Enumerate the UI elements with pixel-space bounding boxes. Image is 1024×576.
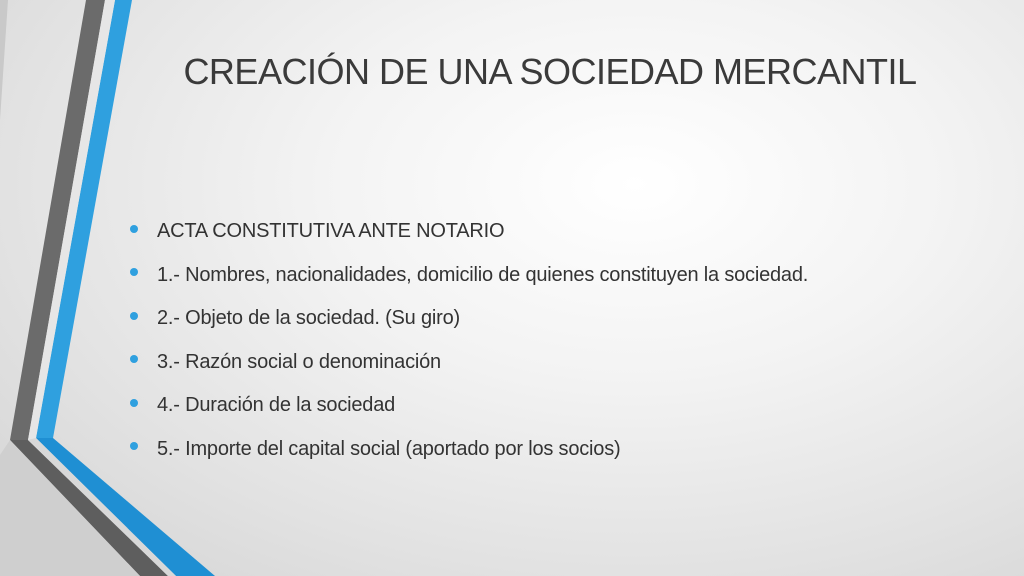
bullet-text: ACTA CONSTITUTIVA ANTE NOTARIO: [157, 220, 505, 243]
stripe-light-gray: [0, 0, 8, 120]
stripe-light: [28, 0, 115, 440]
bullet-dot-icon: [130, 268, 138, 276]
bullet-list: [130, 210, 808, 471]
bullet-item: [130, 297, 808, 341]
bullet-text: 4.- Duración de la sociedad: [157, 394, 396, 417]
bullet-dot-icon: [130, 312, 138, 320]
bullet-item: [130, 254, 808, 298]
bullet-dot-icon: [130, 355, 138, 363]
bullet-item: [130, 384, 808, 428]
slide-title: CREACIÓN DE UNA SOCIEDAD MERCANTIL: [183, 51, 917, 92]
bullet-dot-icon: [130, 225, 138, 233]
bullet-item: [130, 341, 808, 385]
bullet-text: 5.- Importe del capital social (aportado por los socios): [157, 437, 621, 460]
bullet-text: 1.- Nombres, nacionalidades, domicilio de quienes constituyen la sociedad.: [157, 263, 809, 286]
bullet-item: [130, 210, 808, 254]
bullet-item: [130, 428, 808, 472]
bullet-text: 3.- Razón social o denominación: [157, 350, 441, 373]
bullet-text: 2.- Objeto de la sociedad. (Su giro): [157, 307, 460, 330]
bullet-dot-icon: [130, 442, 138, 450]
bullet-dot-icon: [130, 399, 138, 407]
